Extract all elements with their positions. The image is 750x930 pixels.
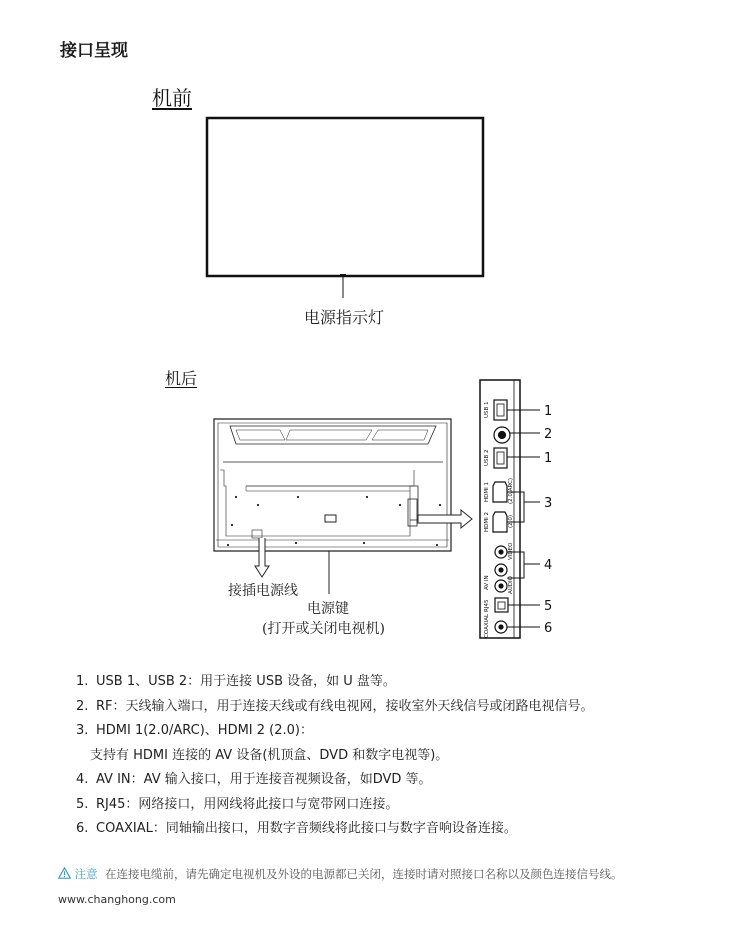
list-item: 3. HDMI 1(2.0/ARC)、HDMI 2 (2.0)： [76,723,313,738]
port-label-audio: AUDIO [508,576,514,594]
hdmi2-port [493,512,507,532]
callout-number: 1 [544,451,553,466]
website-link[interactable]: www.changhong.com [58,893,176,906]
callout-number: 1 [544,404,553,419]
power-indicator-light [340,274,346,277]
callout-number: 6 [544,621,553,636]
port-label-hdmi1: HDMI 1 [484,482,490,502]
back-view-label: 机后 [165,369,198,388]
port-panel-arrow [418,510,472,528]
list-item: 支持有 HDMI 连接的 AV 设备(机顶盒、DVD 和数字电视等)。 [90,747,449,763]
list-item: 4. AV IN：AV 输入接口，用于连接音视频设备，如DVD 等。 [76,772,432,787]
callout-number: 5 [544,599,553,614]
list-item: 5. RJ45：网络接口，用网线将此接口与宽带网口连接。 [76,796,399,812]
tv-back-view [214,419,451,551]
port-description-list [76,670,594,842]
power-cord-arrow [255,538,269,577]
warning-icon [58,867,71,879]
page-title: 接口呈现 [60,41,128,61]
list-item: 1. USB 1、USB 2：用于连接 USB 设备，如 U 盘等。 [76,674,396,689]
port-label-video: VIDEO [508,542,514,560]
port-label-hdmi1-ver: (2.0/ARC) [508,477,514,504]
list-item: 2. RF：天线输入端口，用于连接天线或有线电视网，接收室外天线信号或闭路电视信号。 [76,698,594,714]
power-indicator-label: 电源指示灯 [304,308,385,327]
hdmi1-port [493,482,507,502]
caution-label: 注意 [74,867,98,881]
port-label-coaxial: COAXIAL [484,613,490,638]
front-view-label: 机前 [152,86,192,110]
list-item: 6. COAXIAL：同轴输出接口，用数字音频线将此接口与数字音响设备连接。 [76,821,517,836]
callout-number: 3 [544,496,553,511]
port-label-avin: AV IN [484,575,490,590]
port-label-hdmi2-ver: (2.0) [508,514,514,528]
power-key-label: 电源键 [307,601,349,617]
tv-front-view [207,118,483,298]
port-label-hdmi2: HDMI 2 [484,512,490,532]
port-label-usb1: USB 1 [484,401,490,418]
caution-note [58,866,622,882]
callout-number: 4 [544,558,553,573]
callout-number: 2 [544,427,553,442]
power-key-note: (打开或关闭电视机) [262,621,385,637]
power-cord-label: 接插电源线 [228,583,298,599]
port-label-rj45: RJ45 [484,599,490,612]
caution-text: 在连接电缆前，请先确定电视机及外设的电源都已关闭，连接时请对照接口名称以及颜色连接信号线。 [104,867,623,881]
port-label-usb2: USB 2 [484,449,490,466]
